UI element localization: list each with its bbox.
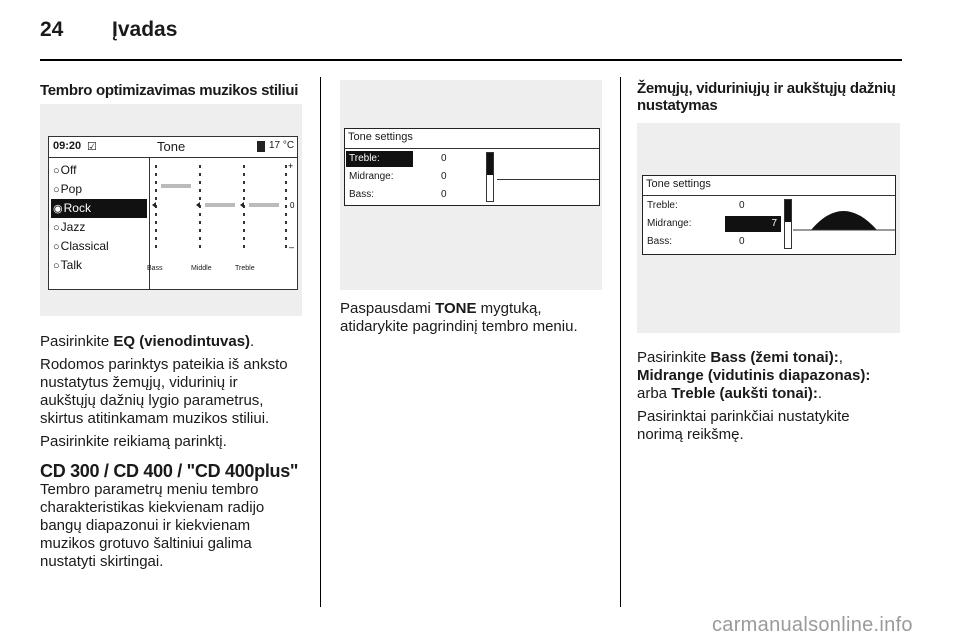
tone-row-midrange[interactable]: [643, 215, 789, 233]
scale-plus-icon: +: [288, 161, 294, 171]
header-rule: [40, 59, 902, 61]
tone-rows: [345, 150, 495, 204]
tone-row-value: 0: [441, 171, 447, 182]
radio-icon: ○: [53, 184, 60, 196]
scale-track: [285, 165, 287, 248]
eq-option-label: Jazz: [60, 220, 86, 234]
tone-settings-display: [344, 128, 600, 206]
slider-label-middle: Middle: [191, 265, 212, 272]
radio-icon: ○: [53, 260, 60, 272]
scrollbar-thumb: [487, 153, 493, 175]
phone-icon: [257, 141, 265, 152]
tone-row-midrange[interactable]: [345, 168, 495, 186]
paragraph: Pasirinkite EQ (vienodintuvas).: [40, 333, 255, 350]
frequency-curve: [793, 196, 895, 232]
eq-options-list: [51, 161, 147, 275]
radio-selected-icon: ◉: [53, 203, 63, 215]
watermark: carmanualsonline.info: [712, 614, 913, 636]
tone-row-value: 0: [441, 153, 447, 164]
curve-baseline: [497, 179, 599, 180]
section-heading: CD 300 / CD 400 / "CD 400plus": [40, 461, 299, 481]
tone-row-bass[interactable]: [643, 233, 789, 251]
scrollbar-thumb: [785, 200, 791, 222]
slider-label-treble: Treble: [235, 265, 255, 272]
screen-title: Tone settings: [646, 178, 711, 190]
figure-tone-settings: [340, 80, 602, 290]
figure-eq-screen: [40, 104, 302, 316]
scrollbar: [486, 152, 494, 202]
col1-text: [40, 333, 316, 571]
figure-midrange-setting: [637, 123, 900, 333]
tone-row-treble[interactable]: [345, 150, 495, 168]
clock: 09:20: [53, 140, 82, 152]
radio-icon: ○: [53, 222, 60, 234]
radio-icon: ○: [53, 165, 60, 177]
temperature: 17 °C: [269, 140, 295, 151]
tone-row-label: Treble:: [647, 200, 678, 211]
scale-minus-icon: –: [289, 242, 295, 252]
col3-text: [637, 349, 907, 444]
eq-display: [48, 136, 298, 290]
tone-row-label: Midrange:: [647, 218, 692, 229]
midrange-curve: [811, 211, 877, 230]
eq-option-label: Off: [60, 163, 77, 177]
paragraph: Tembro parametrų meniu tembro charakteristikas kiekvienam radijo bangų diapazonui ir kiekvienam muzikos grotuvo šaltiniui galima nustatyti skirtingai.: [40, 481, 265, 570]
paragraph: Rodomos parinktys pateikia iš anksto nustatytus žemųjų, vidurinių ir aukštųjų dažnių lygio parametrus, skirtus atitinkamam muzikos stiliui.: [40, 356, 288, 427]
eq-option-pop[interactable]: [51, 180, 147, 199]
eq-option-off[interactable]: [51, 161, 147, 180]
screen-title: Tone: [157, 139, 186, 154]
tone-row-label: Midrange:: [349, 171, 394, 182]
eq-option-classical[interactable]: [51, 237, 147, 256]
eq-sliders: [151, 159, 295, 287]
paragraph: Pasirinktai parinkčiai nustatykite norimą reikšmę.: [637, 408, 850, 443]
paragraph: Paspausdami TONE mygtuką, atidarykite pagrindinį tembro meniu.: [340, 300, 578, 335]
tone-rows: [643, 197, 789, 251]
tone-row-bass[interactable]: [345, 186, 495, 204]
col2-text: [340, 300, 616, 336]
column-divider: [620, 77, 621, 607]
tone-settings-display: [642, 175, 896, 255]
section-heading: Žemųjų, viduriniųjų ir aukštųjų dažnių nustatymas: [637, 80, 896, 114]
marker: [152, 202, 156, 208]
check-icon: ☑: [87, 141, 97, 153]
tone-row-value: 0: [739, 236, 745, 247]
eq-option-rock[interactable]: [51, 199, 147, 218]
treble-level-bar: [249, 203, 279, 207]
tone-row-label: Bass:: [647, 236, 673, 247]
bass-level-bar: [161, 184, 191, 188]
eq-option-label: Talk: [60, 258, 82, 272]
status-bar: [49, 137, 297, 158]
eq-option-talk[interactable]: [51, 256, 147, 275]
tone-row-value: 0: [441, 189, 447, 200]
eq-option-label: Rock: [63, 201, 91, 215]
tone-row-label: Treble:: [346, 151, 413, 167]
paragraph: Pasirinkite Bass (žemi tonai):, Midrange (vidutinis diapazonas): arba Treble (aukšti tonai):.: [637, 349, 871, 402]
paragraph: Pasirinkite reikiamą parinktį.: [40, 433, 227, 450]
marker: [240, 202, 244, 208]
eq-option-label: Pop: [60, 182, 83, 196]
column-divider: [320, 77, 321, 607]
tone-row-treble[interactable]: [643, 197, 789, 215]
eq-option-jazz[interactable]: [51, 218, 147, 237]
eq-option-label: Classical: [60, 239, 109, 253]
screen-title: Tone settings: [348, 131, 413, 143]
scale-zero-icon: 0: [290, 201, 295, 210]
scrollbar: [784, 199, 792, 249]
tone-row-value: 7: [725, 216, 781, 232]
marker: [196, 202, 200, 208]
tone-row-label: Bass:: [349, 189, 375, 200]
middle-level-bar: [205, 203, 235, 207]
page-number: 24: [40, 18, 64, 41]
radio-icon: ○: [53, 241, 60, 253]
slider-label-bass: Bass: [147, 265, 163, 272]
section-heading: Tembro optimizavimas muzikos stiliui: [40, 82, 299, 99]
page-title: Įvadas: [112, 18, 178, 41]
tone-row-value: 0: [739, 200, 745, 211]
divider: [345, 148, 599, 149]
